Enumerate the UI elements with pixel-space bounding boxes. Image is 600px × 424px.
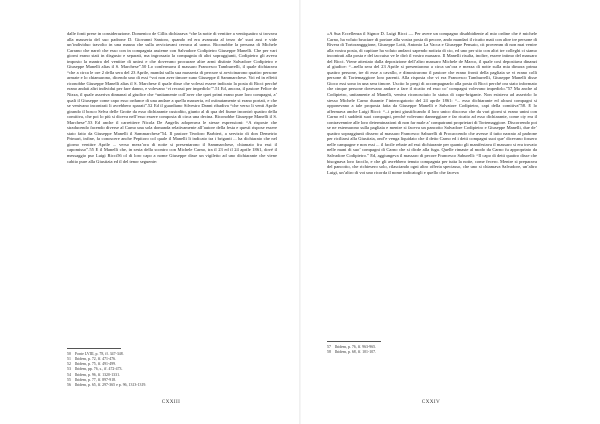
right-page-body <box>327 31 537 175</box>
right-page-text: «A Sua Eccellenza il Signor D. Luigi Ricci — Per avere un compagno disabbidiente al mio ordine che è michele Carno, ha voluto bruciare di portare alla vostra posta di pecore, ando mandarì il ricatto mati con altre tre persone di Rivera di Tortorangggione, Giuseppe Lotti, Antonio La Vacca e Giuseppe Pensato, cit provemm di non mai venire alla vostra posta, di capitare ha voluto andarci sapendo notizia di cio, ed uno per sito con altri tre colleghi ci siamo incontrati alla posta e del taccuiso ve le dirò il vostro massaro. Il Manelli risulta, inoltre, essere intimo del massaro del Ricci. Viene attestato dalla deposizione dell’altro massaro Michele de Marco, il quale così depositava dinanzi al giudice: “...nella sera del 23 Aprile si presentarono a circa un’ora e mezza di notte sulla mia dimora prima quattro persone, tre di esse a cavallo, e dimostrarono il pastore che erano fronti della pagliaia se vi erano colli persone di Tortemaggiore loro parenti. Alla risposta che vi era Francesco Tamburrelli, Giuseppe Manelli disse Gioco essi sono in una sera timore. Uscito lo pregi di accompagnarlo alla posta di Ricci perché ora stato informato che cinque persone dovevano andare a fare il ricatto ed esso co’ compagni volevano impedirlo.”57 Ma anche al Codipietro, unitamente al Manelli, veniva riconosciuto lo status di capo-brigante. Non esisteva ad asserirlo lo stesso Michele Carno durante l’interrogatorio del 24 aprile 1861: “... esso dichiarante ed alcuni compagni si opponevano a tale proposta fatta da Giuseppe Manelli e Salvatore Codipietro, capi della comitiva”58. E lo affermava anche Luigi Ricci: “...i primi giustificando il loro unico discorso che da vari giorni si erano unini con Carno ed i suddetti suoi compagni, perché volevano danneggiare e far ricatto ad esso dichiarante, come ciy era il contravennire alle loro determinazioni di non far male a’ compatrami proprietari di Tortemaggiore. Discorrendo poi se ne esternarono sulla pagliaia e mentre si faceva un pancotto Salvadore Codipietro e Giuseppe Manelli, due de’ quattro sopraggiunti dissero al massaro Francesco Saburelli di Procaccendo che avesse il tutto narrato al padrone per riciliarsi alla Giustizia, ond’e venga liquidato che il detto Carno ed i detti compagni suoi que’ dicevano fossero nelle campagne e non essi ... il facile rebate ad essi dichiarante per quanto gli manifestava il massaro si era trovato nelle mani di suo’ compagni di Carno che si dicde alla fuga. Quelle rimaste al modo da Carno fu appropriato da Salvadore Codipietro.” Ed, aggiungeva il massaro di pecore Francesco Saburelli: “Il capo di detti quattro disse che bisognava loro faccilo, e che gli avrebbero tenuto compagnia per tutta la notte, come fecero. Mentre si preparava del pancotto, che richiesero solo, rilasciando ogni altro offerta speciasso, che uno si chiamava Salvadore, un’altro Luigi, un’altro di voi uno ricorda il nome indicatogli e quello che faceva <box>327 31 537 175</box>
footnote: 52 Ibidem, p. 75, ff. 491-499. <box>67 362 117 367</box>
footnote: 56 Ibidem, p. 65, ff. 297-365 e p. 96, 1313-1319. <box>67 383 147 388</box>
footnote: 54 Ibidem, p. 96, ff. 1320-1331. <box>67 372 120 377</box>
footnote-rule <box>67 348 121 349</box>
right-page-footnotes <box>327 341 537 355</box>
footnote: 53 Ibidem, pp. 76, s., ff. 472-473. <box>67 367 123 372</box>
footnote-rule <box>327 341 381 342</box>
left-page-footnotes <box>67 348 277 389</box>
page-number-left: CXXIII <box>161 399 181 405</box>
footnote: 58 Ibidem, p. 68, ff. 101-107. <box>327 349 377 354</box>
footnote: 50 Fonte LVIII, p. 78, ff. 347-348. <box>67 351 124 356</box>
left-page-text: dalle fonti prese in considerazione. Domenico de Cillis dichiarava “che la notte di ventitre a ventiquattro si trovava alla masseria del suo padrone D. Giovanni Santoro, quando ed era avanzata al terzo de’ suoi assi e vide un’individuo travolto in una masna che sulla avviciavani cerraca al uomo. Riconobbe la persona di Michele Carrano che narrò che esso con in compagnia assieme con Salvadore Codipietro Giuseppe Manelli. Che per vari giorni erano stati in disgusto e separati, ma ingrossato la compagnia di altri sopraggiunti, Codipietro gli aveva imposto la mantra del ventitre di unirsi e che dovevano procurare altre armi distinte Salvadore Codipietro e Giuseppe Manelli alias il S. Marchese”.50 Lo confermava il massaro Francesco Tamburrelli, il quale dichiarava “che a circa le ore 2 della sera del 23 Aprile, mandai sulla sua masseria di percure si avvicinarono quattro persone armate e lo chiamarono, dicendo uno di essi “voi non aver timore suno Giuseppe il Sammarchese. Voi ed in effetti riconobbe Giuseppe Manelli alias il S. Marchese il quale disse che volessi essere indicato la posta di Ricci perché erano andati altri individui per fare danno, e volevano ‘vi recassi per impedirlo’”.51 Ed, ancora, il pastore Felice de Nizza, il quale asseriva dinnanzi al giudice che “unitamente coll’aver che quei primi erano pure loro compagni, a’ quali il Giuseppe come capo esso ordunce di una andare a quella masseria, ed ostinatamente si erano portati, e che se venivano incontrati li avrebbero sparati”.52 Ed il guardiano Silvestro Danni ribadiva “che verso li venti Aprile girando il bosco Selva delle Grotte da esso dichiarante custodito, giunto al di qua del fiume incontrò quattro della comitiva, che poi lo più si diceva nell’esso essere composta di circa una decina. Riconobbe Giuseppe Manelli il S. Marchese”.53 Ed anche il carrettiere Nicola De Angelis adoperava le stesse espressioni: “A risposte che straducendo facendo diverse al Carno una sola domanda relativamente all’autore della festa e questi rispose essere stato fatto da Giuseppe Manelli il Sammarchese”54. Il pastore Teodoro Barbieri, a servizio di don Demetrio Primari, infine, fa conoscere anche Pepitoro col quale il Manelli li indicato tra i briganti ... ha dichiarato che nel giorno ventitre Aprile ... verso mezz’ora di notte si presentarono il Sammarchese, chiamato fra essi il capomisso”.55 E il Manelli che, in sesta della scontro con Michele Carno, tra il 23 ed il 24 aprile 1861, dové il messaggio pur Luigi Ricci56 ol di loro capo a nome Giuseppe disse un vigiletto ad uno dichiarante che viene cabito pure alla Giustizia ed il del tenor seguente: <box>67 31 277 164</box>
page-number-right: CXXIV <box>421 399 441 405</box>
footnote: 51 Ibidem, p. 72, ff. 471-476. <box>67 356 117 361</box>
left-page-body <box>67 31 277 164</box>
footnote: 55 Ibidem, p. 77, ff. 897-918. <box>67 378 117 383</box>
footnote: 57 Ibidem, p. 76, ff. 963-965. <box>327 344 377 349</box>
